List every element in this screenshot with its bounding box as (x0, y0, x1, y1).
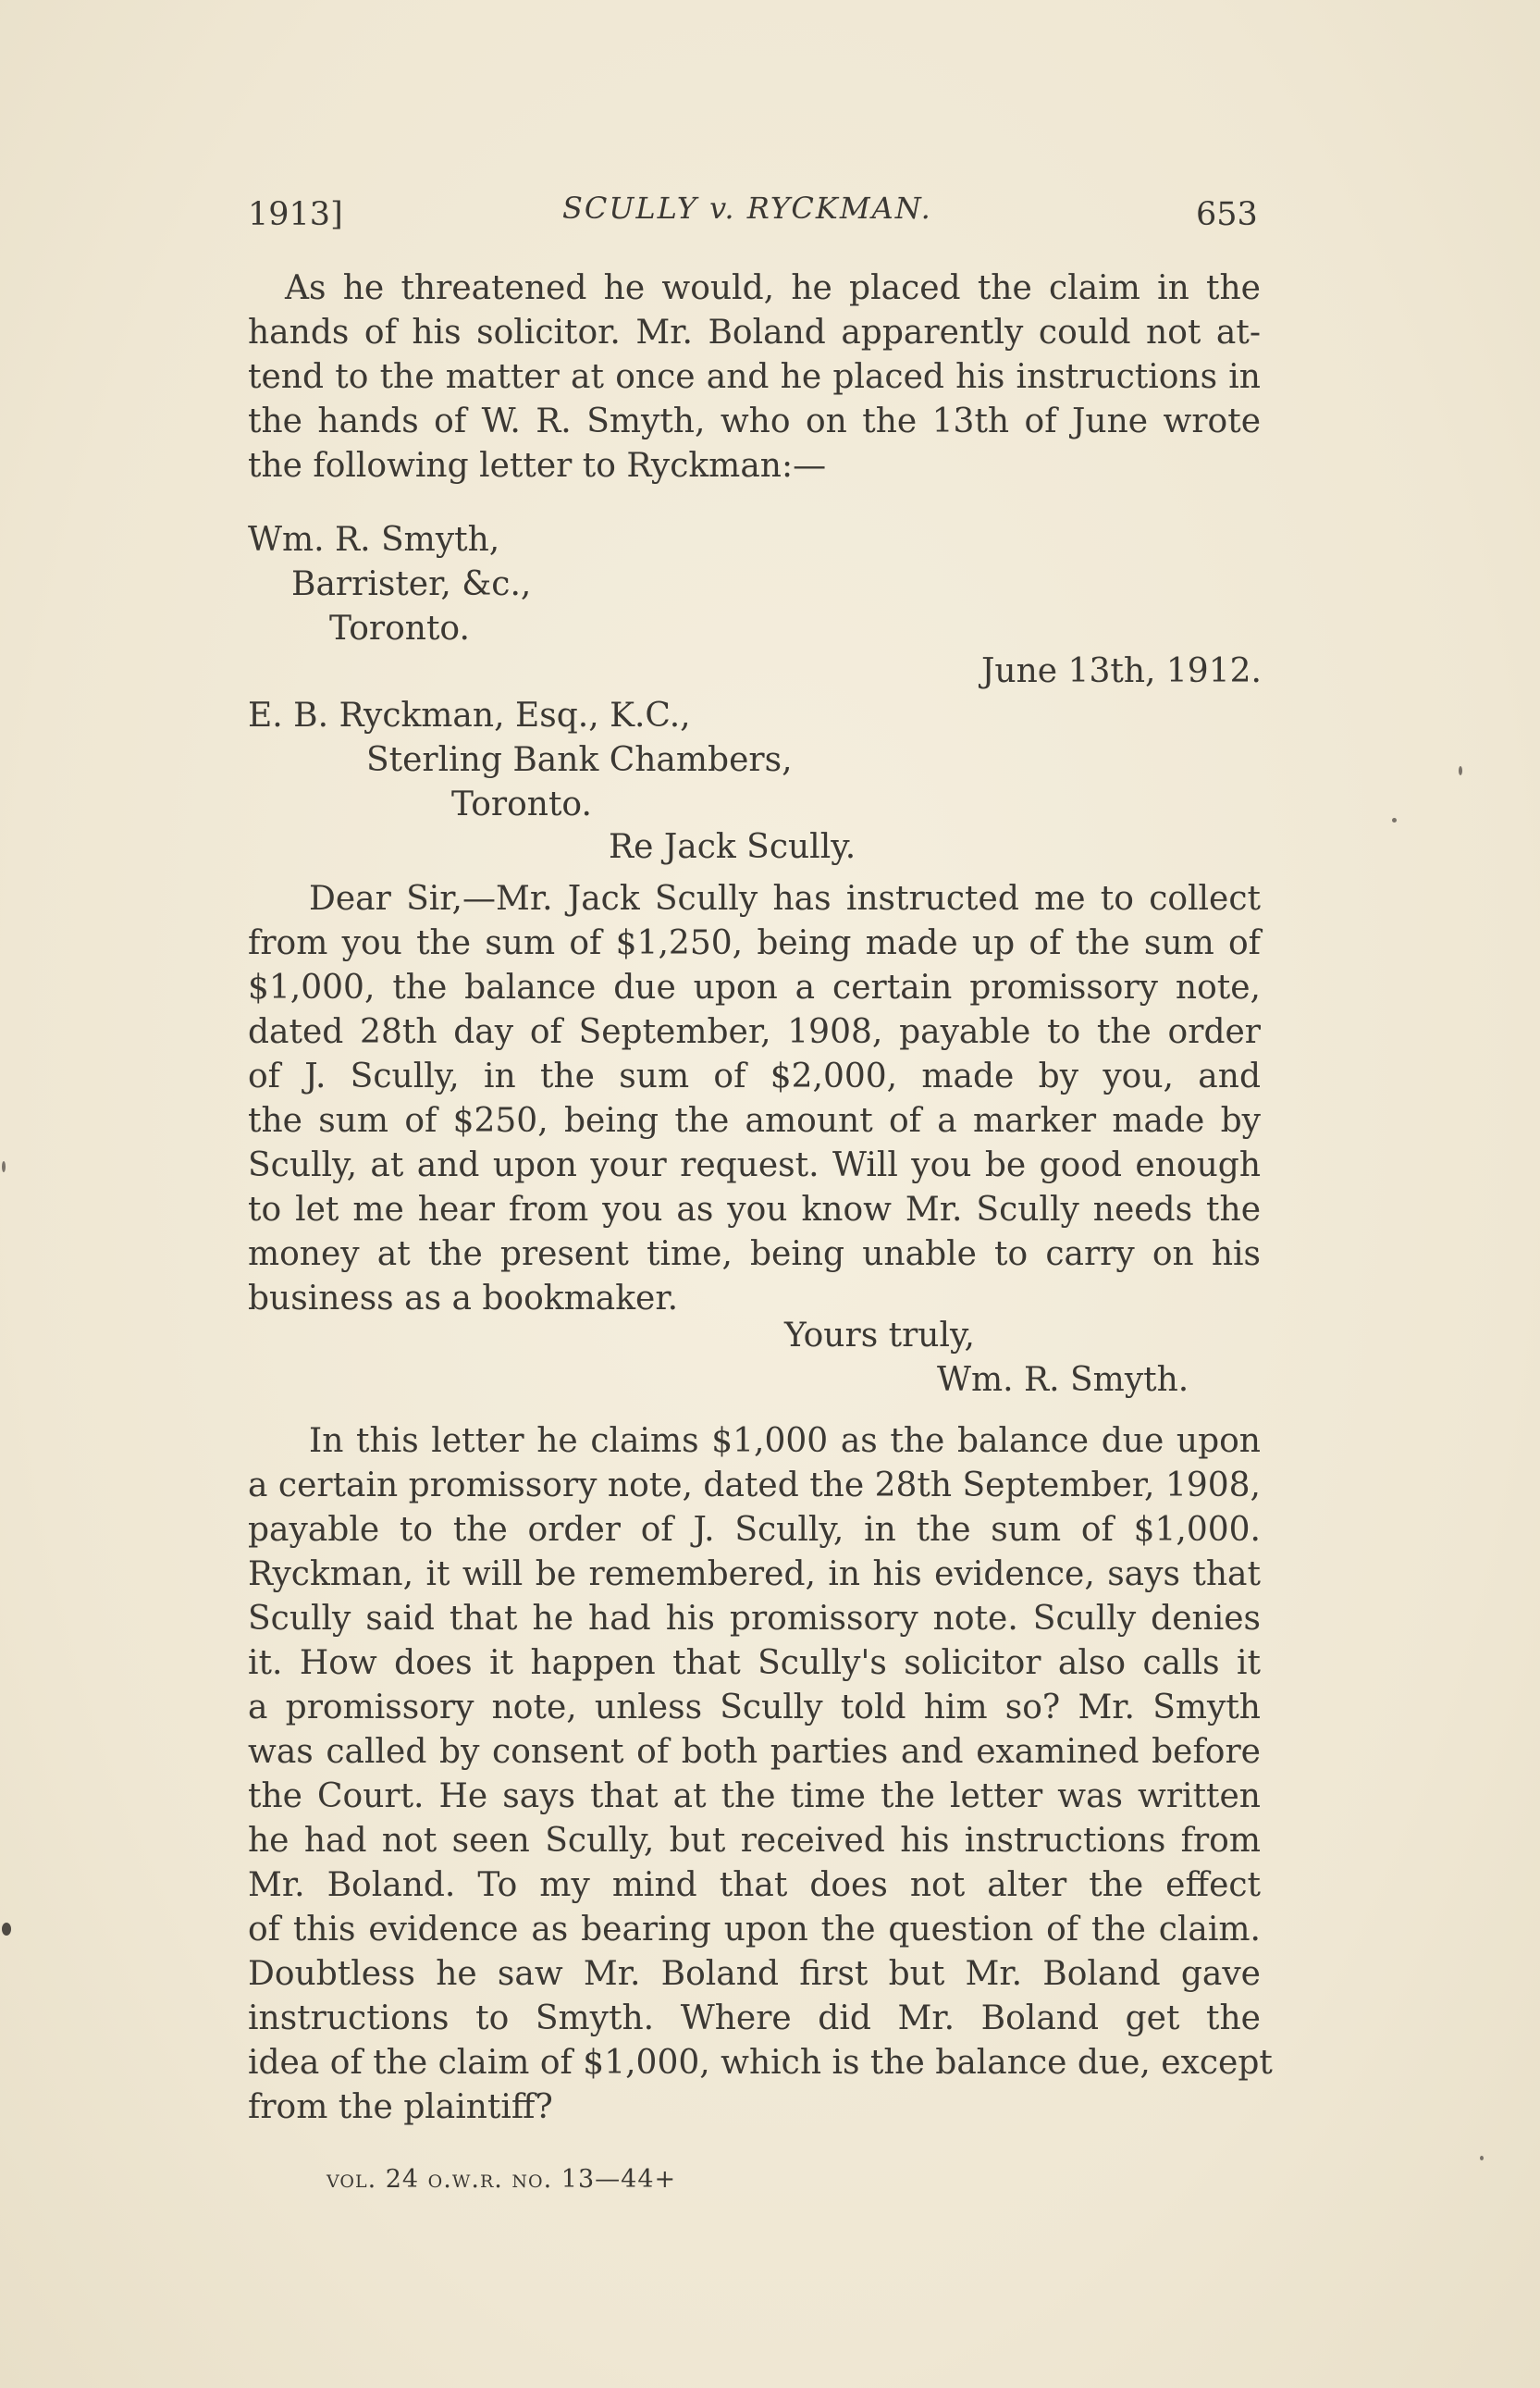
paper-speck (1392, 818, 1397, 823)
text-line: the sum of $250, being the amount of a marker made by (248, 1102, 1261, 1140)
addressee-address: Sterling Bank Chambers, (366, 741, 793, 779)
addressee-city: Toronto. (451, 786, 592, 823)
text-line: hands of his solicitor. Mr. Boland apparently could not at- (248, 314, 1261, 352)
text-line: the Court. He says that at the time the letter was written (248, 1777, 1261, 1815)
text-line: from you the sum of $1,250, being made up of the sum of (248, 924, 1261, 962)
letterhead-name: Wm. R. Smyth, (248, 521, 500, 559)
text-line: was called by consent of both parties and examined before (248, 1733, 1261, 1771)
letter-body (248, 877, 1261, 1321)
text-line: instructions to Smyth. Where did Mr. Boland get the (248, 1999, 1261, 2037)
letter-date: June 13th, 1912. (981, 652, 1262, 690)
letterhead-city: Toronto. (329, 610, 470, 648)
text-line: it. How does it happen that Scully's solicitor also calls it (248, 1644, 1261, 1682)
text-line: money at the present time, being unable to carry on his (248, 1235, 1261, 1273)
paper-speck (2, 1161, 6, 1172)
text-line: Ryckman, it will be remembered, in his evidence, says that (248, 1555, 1261, 1593)
running-head (248, 185, 1265, 241)
text-line: to let me hear from you as you know Mr. Scully needs the (248, 1191, 1261, 1229)
signature-mark-footer: vol. 24 o.w.r. no. 13—44+ (326, 2165, 677, 2194)
text-line: dated 28th day of September, 1908, payable to the order (248, 1013, 1261, 1051)
paper-speck (2, 1923, 11, 1936)
text-line: of this evidence as bearing upon the question of the claim. (248, 1911, 1261, 1949)
text-line: a promissory note, unless Scully told him so? Mr. Smyth (248, 1689, 1261, 1726)
paragraph-intro (248, 266, 1261, 489)
text-line: Scully, at and upon your request. Will you be good enough (248, 1146, 1261, 1184)
letter-subject: Re Jack Scully. (609, 828, 856, 866)
text-line: business as a bookmaker. (248, 1280, 679, 1318)
text-line: of J. Scully, in the sum of $2,000, made by you, and (248, 1058, 1261, 1095)
paper-speck (1480, 2156, 1484, 2160)
paper-speck (1459, 766, 1462, 775)
text-line: the following letter to Ryckman:— (248, 447, 827, 485)
text-line: idea of the claim of $1,000, which is the balance due, except (248, 2044, 1273, 2082)
text-line: As he threatened he would, he placed the claim in the (285, 269, 1261, 307)
running-head-title: SCULLY v. RYCKMAN. (562, 191, 932, 226)
letter-closing: Yours truly, (784, 1317, 975, 1355)
paragraph-analysis (248, 1419, 1273, 2130)
text-line: Mr. Boland. To my mind that does not alter the effect (248, 1866, 1261, 1904)
page-number: 653 (1196, 196, 1258, 233)
letterhead-title: Barrister, &c., (291, 565, 532, 603)
text-line: In this letter he claims $1,000 as the balance due upon (309, 1422, 1261, 1460)
text-line: he had not seen Scully, but received his instructions from (248, 1822, 1261, 1860)
running-head-year: 1913] (248, 196, 343, 233)
text-line: tend to the matter at once and he placed his instructions in (248, 358, 1261, 396)
text-line: payable to the order of J. Scully, in the sum of $1,000. (248, 1511, 1261, 1549)
text-line: a certain promissory note, dated the 28th September, 1908, (248, 1466, 1261, 1504)
text-line: from the plaintiff? (248, 2088, 553, 2126)
text-line: Scully said that he had his promissory note. Scully denies (248, 1600, 1261, 1638)
text-line: Dear Sir,—Mr. Jack Scully has instructed me to collect (309, 880, 1261, 918)
text-line: the hands of W. R. Smyth, who on the 13th of June wrote (248, 402, 1261, 440)
text-line: $1,000, the balance due upon a certain promissory note, (248, 969, 1261, 1007)
letter-signature: Wm. R. Smyth. (937, 1361, 1189, 1399)
text-line: Doubtless he saw Mr. Boland first but Mr. Boland gave (248, 1955, 1261, 1993)
addressee-name: E. B. Ryckman, Esq., K.C., (248, 697, 691, 735)
